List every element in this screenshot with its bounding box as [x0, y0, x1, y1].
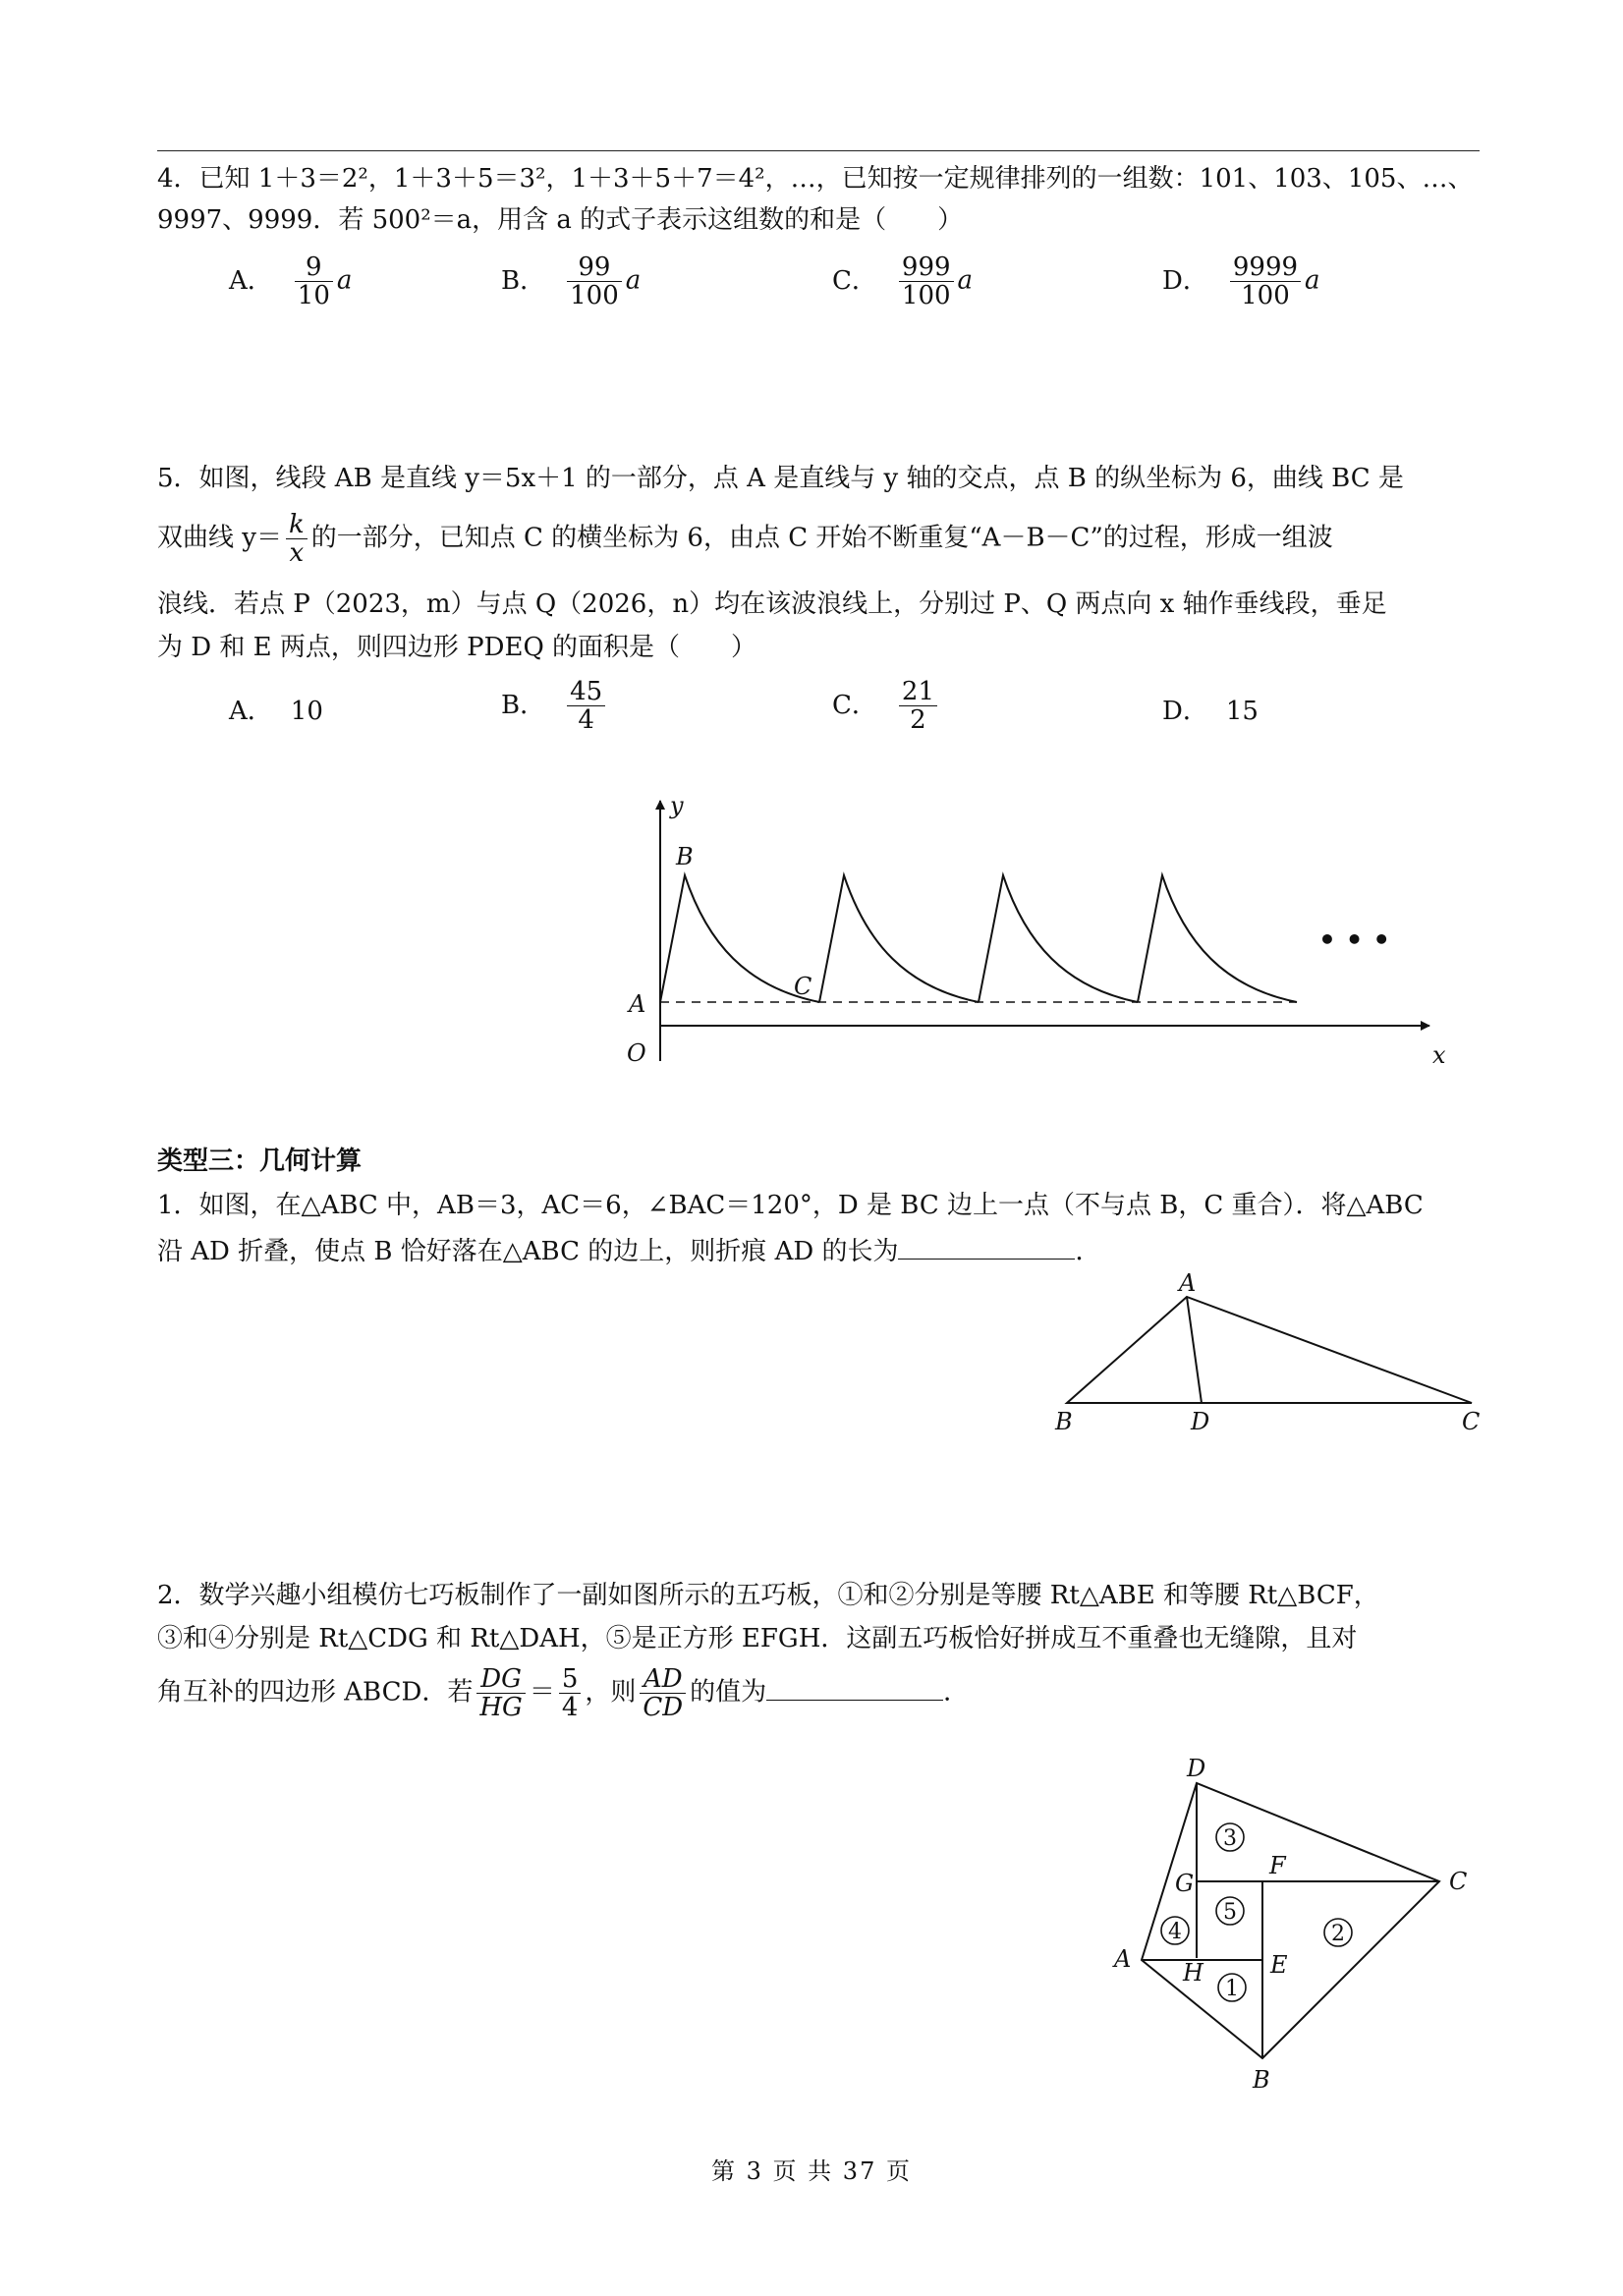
g2-frac-ad-cd: $\frac{AD}{CD}$	[640, 1665, 686, 1721]
q4-option-d-var: a	[1305, 265, 1320, 296]
g2-label-A: A	[1114, 1945, 1132, 1973]
q4-option-a-label: A．	[229, 265, 273, 296]
g1-answer-blank[interactable]	[898, 1233, 1075, 1260]
g2-frac-5-4: $\frac{5}{4}$	[559, 1665, 582, 1721]
wave-period-4	[1138, 875, 1297, 1002]
q4-option-a-fraction: $\frac{9}{10}$	[295, 253, 333, 309]
label-C: C	[794, 973, 812, 1000]
q4-option-b[interactable]	[501, 253, 641, 309]
g1-label-D: D	[1191, 1408, 1210, 1435]
q5-option-c-fraction: $\frac{21}{2}$	[899, 678, 937, 734]
g2-frac-dg-hg: $\frac{DG}{HG}$	[476, 1665, 525, 1721]
label-x: x	[1432, 1041, 1446, 1069]
q4-option-c-label: C．	[832, 265, 877, 296]
page-footer: 第 3 页 共 37 页	[711, 2157, 912, 2185]
q4-option-b-label: B．	[501, 265, 546, 296]
piece-1-label: 1	[1225, 1977, 1239, 2001]
q5-option-c[interactable]	[832, 678, 941, 734]
label-O: O	[627, 1039, 646, 1067]
quadrilateral-abcd	[1142, 1783, 1439, 2058]
wave-period-2	[819, 875, 979, 1002]
q4-line2: 9997、9999．若 500²＝a，用含 a 的式子表示这组数的和是（ ）	[157, 205, 964, 235]
g2-label-F: F	[1269, 1852, 1286, 1879]
q5-wave-figure	[589, 786, 1454, 1081]
q4-option-d[interactable]	[1162, 253, 1320, 309]
q5-line2	[157, 511, 1333, 567]
segment-ad	[1187, 1297, 1202, 1403]
q4-option-d-fraction: $\frac{9999}{100}$	[1230, 253, 1301, 309]
q5-option-c-label: C．	[832, 690, 877, 720]
q5-option-b-label: B．	[501, 690, 546, 720]
g2-label-B: B	[1253, 2066, 1270, 2094]
label-B: B	[676, 843, 694, 870]
section-heading: 类型三：几何计算	[157, 1147, 363, 1176]
g2-line2: ③和④分别是 Rt△CDG 和 Rt△DAH，⑤是正方形 EFGH．这副五巧板恰好拼成互不重叠也无缝隙，且对	[157, 1624, 1358, 1653]
g2-label-C: C	[1449, 1868, 1468, 1895]
g2-label-D: D	[1187, 1755, 1206, 1782]
g1-line2: 沿 AD 折叠，使点 B 恰好落在△ABC 的边上，则折痕 AD 的长为 ．	[157, 1233, 1100, 1268]
q5-line2-pre: 双曲线 y＝	[157, 523, 282, 553]
g2-label-E: E	[1270, 1951, 1288, 1979]
g2-answer-blank[interactable]	[766, 1674, 943, 1701]
q4-option-c[interactable]	[832, 253, 973, 309]
g2-label-G: G	[1175, 1870, 1195, 1897]
g1-label-C: C	[1462, 1408, 1481, 1435]
g1-triangle-figure	[1041, 1269, 1493, 1444]
g1-line1: 1．如图，在△ABC 中，AB＝3，AC＝6，∠BAC＝120°，D 是 BC 边上一点（不与点 B，C 重合）．将△ABC	[157, 1191, 1424, 1220]
top-rule	[157, 150, 1480, 151]
q5-line3: 浪线．若点 P（2023，m）与点 Q（2026，n）均在该波浪线上，分别过 P、Q 两点向 x 轴作垂线段，垂足	[157, 589, 1387, 619]
g1-label-A: A	[1179, 1269, 1197, 1297]
ellipsis-dots: • • •	[1318, 924, 1391, 956]
wave-period-3	[979, 875, 1138, 1002]
q5-option-d-value: 15	[1225, 697, 1259, 726]
g2-pentagram-figure	[1100, 1755, 1493, 2112]
q4-line1: 4．已知 1＋3＝2²，1＋3＋5＝3²，1＋3＋5＋7＝4²，…，已知按一定规律排列的一组数：101、103、105、…、	[157, 164, 1474, 194]
q5-hyperbola-fraction: $\frac{k}{x}$	[286, 511, 308, 567]
q4-option-c-var: a	[957, 265, 974, 296]
q5-option-a-value: 10	[290, 697, 323, 726]
q4-option-d-label: D．	[1162, 265, 1208, 296]
q5-line1: 5．如图，线段 AB 是直线 y＝5x＋1 的一部分，点 A 是直线与 y 轴的交点，点 B 的纵坐标为 6，曲线 BC 是	[157, 464, 1404, 493]
q4-option-b-fraction: $\frac{99}{100}$	[567, 253, 622, 309]
q5-option-a-label: A．	[229, 697, 273, 726]
q4-option-a[interactable]	[229, 253, 352, 309]
q4-option-a-var: a	[336, 265, 353, 296]
q5-option-d[interactable]	[1162, 695, 1259, 728]
q5-line2-post: 的一部分，已知点 C 的横坐标为 6，由点 C 开始不断重复“A－B－C”的过程，形成一组波	[310, 523, 1333, 553]
g1-label-B: B	[1055, 1408, 1073, 1435]
g2-line1: 2．数学兴趣小组模仿七巧板制作了一副如图所示的五巧板，①和②分别是等腰 Rt△ABE 和等腰 Rt△BCF，	[157, 1581, 1379, 1610]
g2-line3: 角互补的四边形 ABCD．若 $\frac{DG}{HG}$ ＝ $\frac{5}{4}$ ，则 $\frac{AD}{CD}$ 的值为 ．	[157, 1664, 970, 1722]
q5-option-d-label: D．	[1162, 697, 1208, 726]
piece-3-label: 3	[1223, 1826, 1237, 1851]
triangle-abc	[1067, 1297, 1472, 1403]
piece-2-label: 2	[1331, 1922, 1345, 1946]
q4-option-c-fraction: $\frac{999}{100}$	[899, 253, 954, 309]
piece-5-label: 5	[1223, 1900, 1237, 1925]
label-y: y	[670, 792, 684, 819]
q5-option-a[interactable]	[229, 695, 323, 728]
q5-line4: 为 D 和 E 两点，则四边形 PDEQ 的面积是（ ）	[157, 633, 757, 662]
q5-option-b-fraction: $\frac{45}{4}$	[567, 678, 605, 734]
label-A: A	[629, 990, 646, 1018]
q4-option-b-var: a	[625, 265, 642, 296]
q5-option-b[interactable]	[501, 678, 609, 734]
g2-label-H: H	[1183, 1959, 1203, 1987]
piece-4-label: 4	[1168, 1920, 1182, 1944]
